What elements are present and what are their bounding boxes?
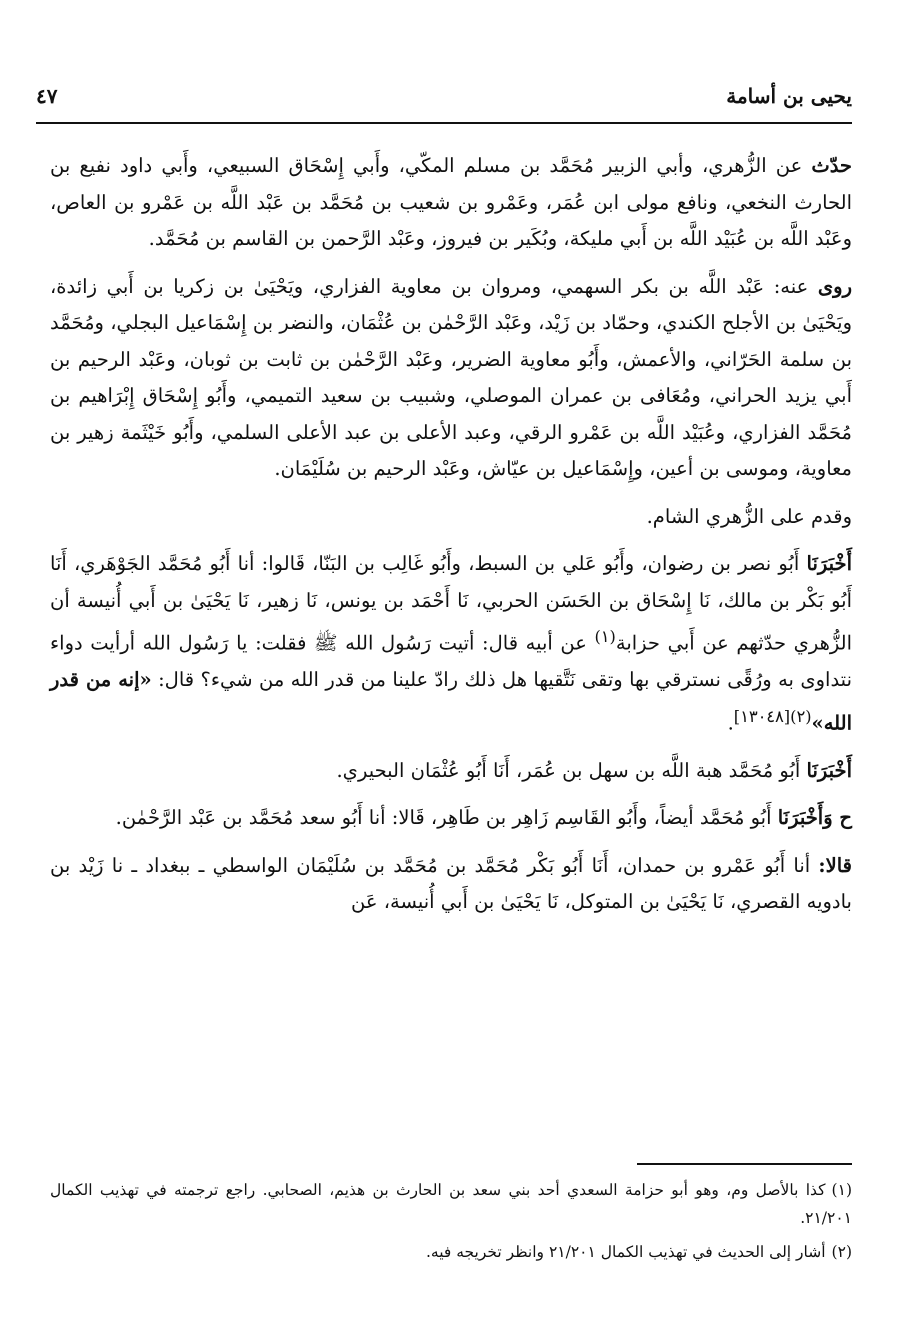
paragraph-chain-3 xyxy=(50,848,852,921)
keyword-haddatha: حدّث xyxy=(811,154,852,177)
paragraph-narrators xyxy=(50,269,852,488)
footnote-2 xyxy=(50,1238,852,1266)
paragraph-chain-1 xyxy=(50,753,852,790)
paragraph-hadith xyxy=(50,546,852,742)
keyword-akhbarana: أَخْبَرَنَا xyxy=(806,552,852,575)
footnote-text: أشار إلى الحديث في تهذيب الكمال ٢١/٢٠١ وانظر تخريجه فيه. xyxy=(425,1243,826,1261)
paragraph-text: عنه: عَبْد اللَّه بن بكر السهمي، ومروان بن معاوية الفزاري، ويَحْيَىٰ بن زكريا بن أَبي زائدة، ويَحْيَىٰ بن الأجلح الكندي، وحمّاد بن زَيْد، وعَبْد الرَّحْمٰن بن عُثْمَان، والنضر بن إِسْمَاعيل البجلي، ومُحَمَّد بن سلمة الحَرّاني، والأعمش، وأَبُو معاوية الضرير، وعَبْد الرَّحْمٰن بن ثابت بن ثوبان، وعَبْد الرحيم بن أَبي يزيد الحراني، ومُعَافى بن عمران الموصلي، وشبيب بن سعيد التميمي، وأَبُو إِسْحَاق إِبْرَاهيم بن مُحَمَّد الفزاري، وعُبَيْد اللَّه بن عَمْرو الرقي، وعبد الأعلى بن عبد الأعلى السلمي، وأَبُو خَيْثَمة زهير بن معاوية، وموسى بن أعين، وإِسْمَاعيل بن عيّاش، وعَبْد الرحيم بن سُلَيْمَان. xyxy=(50,274,852,480)
reference-numbers: (٢)[١٣٠٤٨] xyxy=(733,706,812,726)
paragraph-text: أَبُو مُحَمَّد أيضاً، وأَبُو القَاسِم زَاهِر بن طَاهِر، قَالا: أنا أَبُو سعد مُحَمَّد بن عَبْد الرَّحْمٰن. xyxy=(115,806,778,829)
footnote-marker: (١) xyxy=(831,1181,852,1199)
sentence-end: . xyxy=(727,711,734,734)
keyword-akhbarana: أَخْبَرَنَا xyxy=(806,758,852,782)
paragraph-chain-2 xyxy=(50,800,852,837)
paragraph-travel: وقدم على الزُّهري الشام. xyxy=(646,504,852,528)
footnote-rule xyxy=(637,1163,852,1165)
footnote-reference: (١) xyxy=(594,627,616,646)
keyword-wa-akhbarana: ح وَأَخْبَرَنَا xyxy=(777,806,852,829)
footnotes xyxy=(50,1176,852,1266)
footnote-marker: (٢) xyxy=(831,1243,852,1261)
hadith-quote: «إنه من قدر الله» xyxy=(50,668,852,734)
paragraph-text: أنا أَبُو عَمْرو بن حمدان، أَنَا أَبُو بَكْر مُحَمَّد بن مُحَمَّد بن سُلَيْمَان الواسطي ـ ببغداد ـ نا زَيْد بن بادويه القصري، نَا يَحْيَىٰ بن المتوكل، نَا يَحْيَىٰ بن أَبي أُنيسة، عَن xyxy=(50,853,852,913)
paragraph-narrated-from xyxy=(50,148,852,258)
page-number: ٤٧ xyxy=(36,84,58,108)
paragraph-text: أَبُو مُحَمَّد هبة اللَّه بن سهل بن عُمَر، أَنَا أَبُو عُثْمَان البحيري. xyxy=(336,758,807,782)
header-rule xyxy=(36,122,852,124)
paragraph-text: أَبُو نصر بن رضوان، وأَبُو عَلي بن السبط، وأَبُو غَالِب بن البَنّا، قَالوا: أنا أَبُو مُحَمَّد الجَوْهَري، أَنَا أَبُو بَكْر بن مالك، نَا إِسْحَاق بن الحَسَن الحربي، نَا أَحْمَد بن يونس، نَا زهير، نَا يَحْيَىٰ بن أَبي أُنيسة أن الزُّهري حدّثهم عن أَبي حزابة xyxy=(50,552,853,655)
keyword-qala: قالا: xyxy=(818,853,852,877)
paragraph-text: عن الزُّهري، وأبي الزبير مُحَمَّد بن مسلم المكّي، وأَبي إِسْحَاق السبيعي، وأَبي داود نفيع بن الحارث النخعي، ونافع مولى ابن عُمَر، وعَمْرو بن شعيب بن مُحَمَّد بن عَبْد اللَّه بن عَمْرو بن العاص، وعَبْد اللَّه بن عُبَيْد اللَّه بن أَبي مليكة، وبُكَير بن فيروز، وعَبْد الرَّحمن بن القاسم بن مُحَمَّد. xyxy=(50,154,852,250)
footnote-1 xyxy=(50,1176,852,1232)
footnote-text: كذا بالأصل وم، وهو أبو حزامة السعدي أحد بني سعد بن الحارث بن هذيم، الصحابي. راجع ترجمته في تهذيب الكمال ٢١/٢٠١. xyxy=(50,1181,852,1227)
paragraph-text: عن أبيه قال: أتيت رَسُول الله ﷺ فقلت: يا رَسُول الله أرأيت دواء نتداوى به ورُقًى نسترقي بها وتقى نَتَّقيها هل ذلك رادّ علينا من قدر الله من شيء؟ قال: xyxy=(50,631,852,691)
main-text xyxy=(50,148,852,921)
keyword-rawa: روى xyxy=(817,274,852,298)
page-header xyxy=(36,78,852,114)
running-title: يحيى بن أسامة xyxy=(726,84,852,108)
